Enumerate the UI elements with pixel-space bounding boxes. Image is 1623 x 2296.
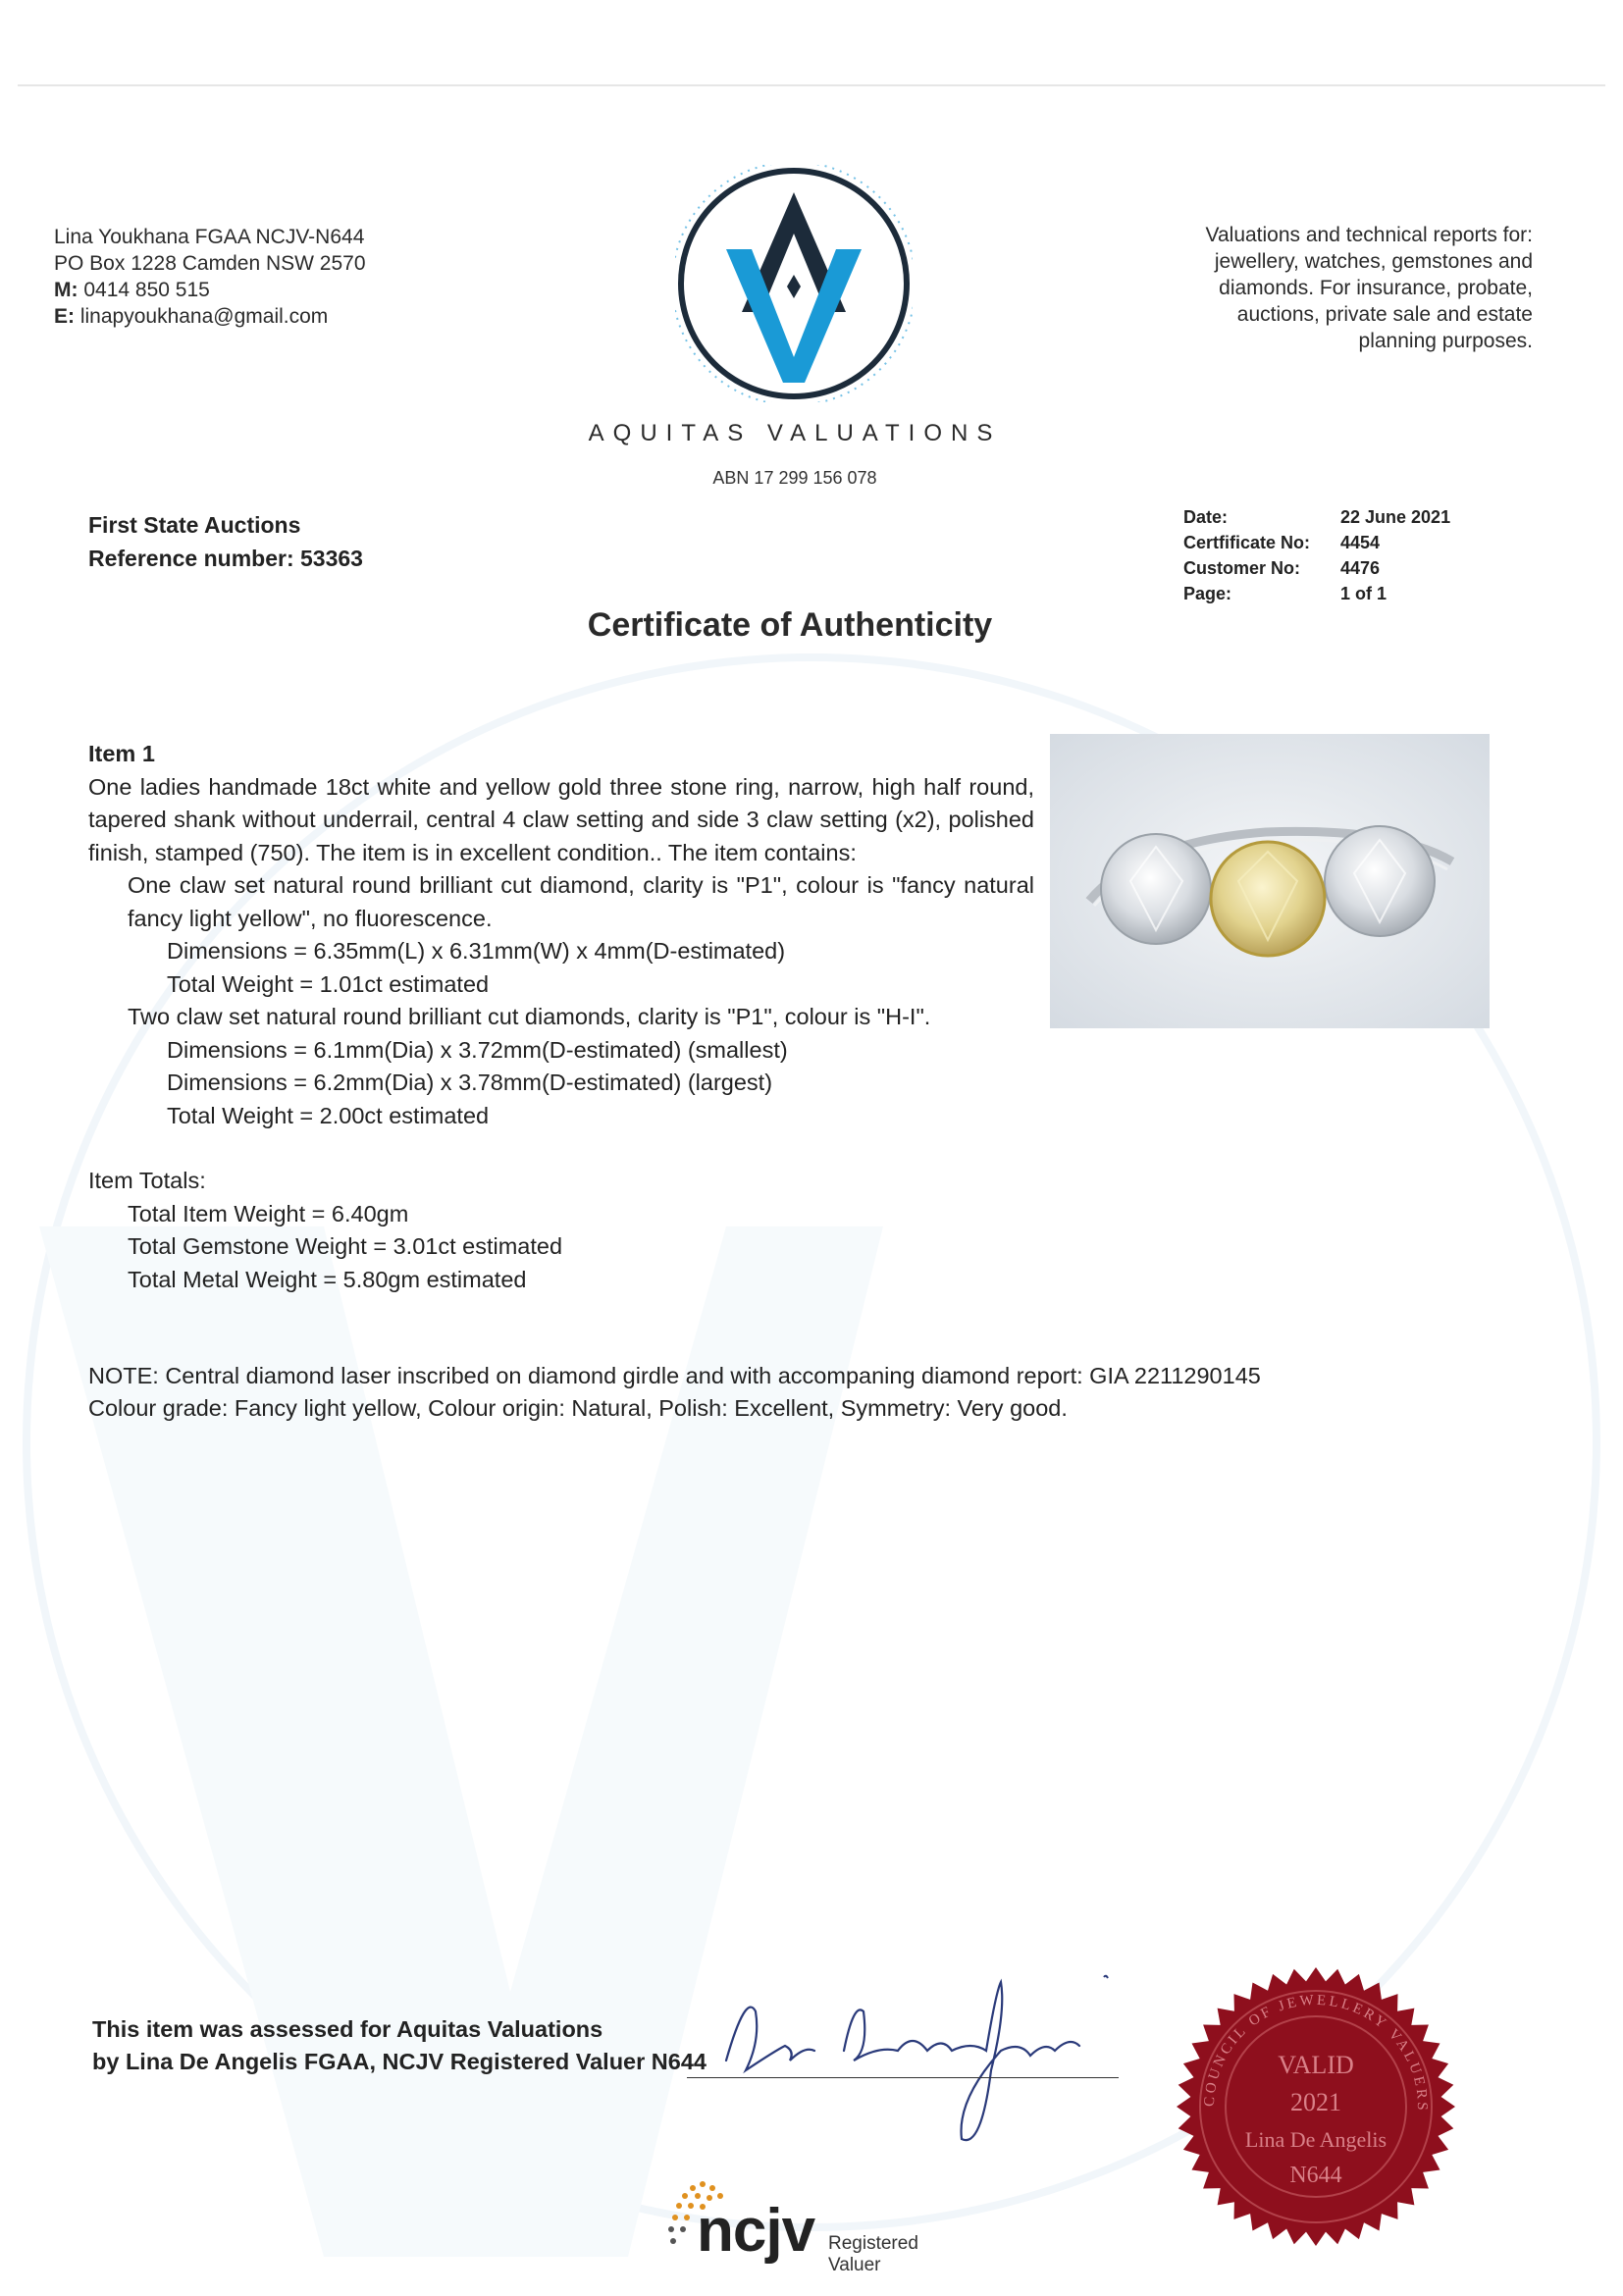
stone-2-dimensions-small: Dimensions = 6.1mm(Dia) x 3.72mm(D-estimated) (smallest) — [167, 1036, 788, 1063]
cert-value: 4454 — [1340, 533, 1381, 552]
email-label: E: — [54, 305, 75, 328]
services-line: planning purposes. — [1358, 330, 1533, 352]
mobile-label: M: — [54, 279, 79, 301]
date-value: 22 June 2021 — [1340, 507, 1451, 527]
stone-2-dimensions-large: Dimensions = 6.2mm(Dia) x 3.78mm(D-estimated) (largest) — [167, 1070, 773, 1095]
ncjv-wordmark: ncjv — [697, 2197, 815, 2265]
wax-seal — [1174, 1964, 1458, 2249]
contact-address: PO Box 1228 Camden NSW 2570 — [54, 252, 366, 275]
note-block — [88, 1360, 1364, 1425]
email-value: linapyoukhana@gmail.com — [79, 305, 329, 328]
page-label: Page: — [1183, 584, 1232, 603]
page-title: Certificate of Authenticity — [587, 606, 993, 644]
assessment-line-2: by Lina De Angelis FGAA, NCJV Registered Valuer N644 — [92, 2049, 707, 2074]
brand-name: AQUITAS VALUATIONS — [588, 420, 1002, 446]
client-reference: Reference number: 53363 — [88, 546, 363, 571]
contact-name: Lina Youkhana FGAA NCJV-N644 — [54, 226, 365, 248]
ncjv-registered: Registered — [828, 2233, 918, 2254]
mobile-value: 0414 850 515 — [83, 279, 210, 301]
seal-name: Lina De Angelis — [1244, 2127, 1387, 2152]
seal-ring-text: COUNCIL OF JEWELLERY VALUERS — [1201, 1992, 1431, 2113]
abn: ABN 17 299 156 078 — [712, 468, 877, 488]
client-block — [88, 508, 363, 575]
date-label: Date: — [1183, 507, 1229, 527]
seal-valid: VALID — [1278, 2051, 1354, 2079]
note-line-2: Colour grade: Fancy light yellow, Colour origin: Natural, Polish: Excellent, Symmetry: Very good. — [88, 1395, 1068, 1421]
assessment-line-1: This item was assessed for Aquitas Valuations — [92, 2016, 603, 2042]
stone-2-weight: Total Weight = 2.00ct estimated — [167, 1102, 490, 1128]
services-line: Valuations and technical reports for: — [1205, 224, 1533, 246]
totals-heading: Item Totals: — [88, 1168, 206, 1193]
contact-mobile — [54, 277, 366, 303]
services-line: diamonds. For insurance, probate, — [1219, 277, 1533, 299]
signature — [707, 1953, 1119, 2149]
item-description — [88, 738, 1034, 1296]
av-monogram-icon — [675, 165, 913, 402]
ncjv-logo — [663, 2176, 958, 2284]
seal-code: N644 — [1289, 2163, 1342, 2188]
total-metal-weight: Total Metal Weight = 5.80gm estimated — [128, 1266, 527, 1292]
assessment-block — [92, 2013, 707, 2078]
customer-label: Customer No: — [1183, 558, 1301, 578]
stone-1-weight: Total Weight = 1.01ct estimated — [167, 970, 490, 997]
client-name: First State Auctions — [88, 512, 301, 538]
signature-line — [687, 2077, 1119, 2078]
ring-photo — [1050, 734, 1490, 1028]
services-line: jewellery, watches, gemstones and — [1214, 250, 1533, 273]
stone-1-dimensions: Dimensions = 6.35mm(L) x 6.31mm(W) x 4mm(D-estimated) — [167, 938, 786, 964]
cert-label: Certfificate No: — [1183, 533, 1311, 552]
item-heading: Item 1 — [88, 741, 155, 766]
page-value: 1 of 1 — [1340, 584, 1387, 603]
total-item-weight: Total Item Weight = 6.40gm — [128, 1200, 409, 1226]
contact-email — [54, 303, 366, 330]
services-block — [1121, 222, 1533, 354]
certificate-meta — [1183, 504, 1450, 606]
ncjv-valuer: Valuer — [828, 2255, 881, 2275]
customer-value: 4476 — [1340, 558, 1381, 578]
stone-1: One claw set natural round brilliant cut diamond, clarity is "P1", colour is "fancy natural fancy light yellow", no fluorescence. — [128, 872, 1034, 931]
seal-year: 2021 — [1290, 2088, 1341, 2116]
services-line: auctions, private sale and estate — [1236, 303, 1533, 326]
note-line-1: NOTE: Central diamond laser inscribed on diamond girdle and with accompaning diamond report: GIA 2211290145 — [88, 1363, 1261, 1388]
contact-block — [54, 224, 366, 330]
total-gem-weight: Total Gemstone Weight = 3.01ct estimated — [128, 1233, 563, 1259]
stone-2: Two claw set natural round brilliant cut diamonds, clarity is "P1", colour is "H-I". — [128, 1004, 931, 1029]
item-text: One ladies handmade 18ct white and yellow gold three stone ring, narrow, high half round, tapered shank without underrail, central 4 claw setting and side 3 claw setting (x2), polished finish, stamped (750). The item is in excellent condition.. The item contains: — [88, 773, 1034, 865]
